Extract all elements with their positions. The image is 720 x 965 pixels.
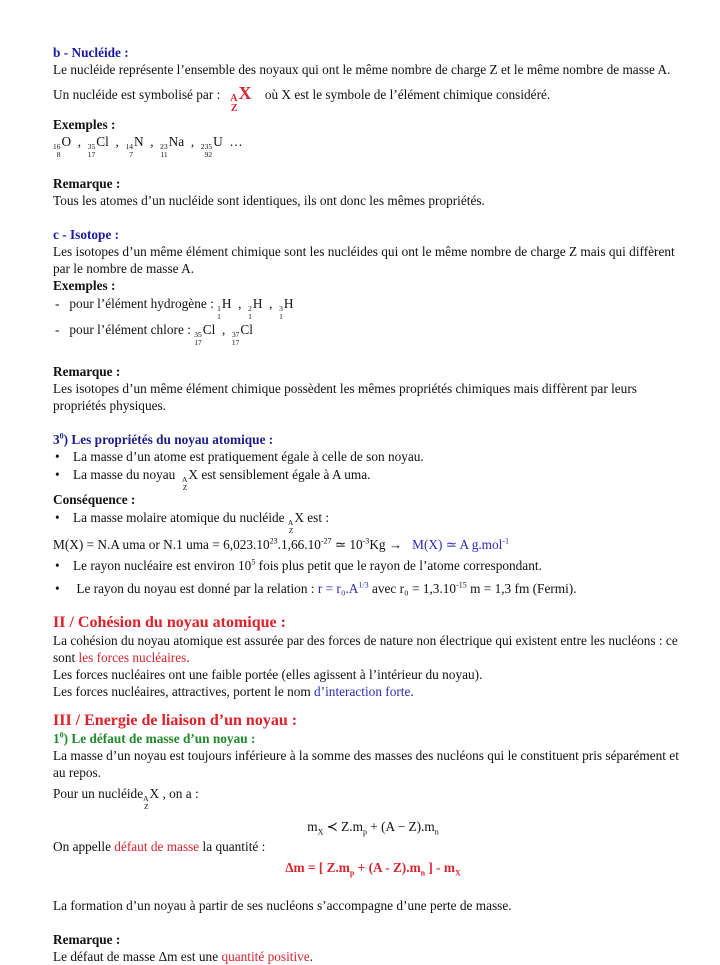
nucleide-definition: Le nucléide représente l’ensemble des noyaux qui ont le même nombre de charge Z et le même nombre de masse A. [53, 62, 671, 77]
consequence-label: Conséquence : [53, 492, 136, 507]
nuclide-example: 14 7 N [125, 134, 144, 159]
symbol-desc: où X est le symbole de l’élément chimique considéré. [264, 87, 551, 102]
isotope-remark: Les isotopes d’un même élément chimique possèdent les mêmes propriétés chimiques mais diffèrent par leurs propriétés physiques. [53, 381, 637, 413]
cohesion-p2: Les forces nucléaires ont une faible portée (elles agissent à l’intérieur du noyau). [53, 667, 483, 682]
symbol-intro: Un nucléide est symbolisé par : [53, 87, 221, 102]
cohesion-p3: Les forces nucléaires, attractives, portent le nom d’interaction forte. [53, 684, 414, 699]
nuclide-example: 16 8 O [53, 134, 72, 159]
masse-molaire-formula: M(X) = N.A uma or N.1 uma = $6,023.10^{23}.1,66.10^{-27}$ ≃ $10^{-3}Kg$ → M(X) ≃ A g.mol$^{-1}$ [53, 536, 510, 552]
bullet-masse-noyau: • La masse du noyau A Z X est sensiblement égale à A uma. [53, 465, 693, 491]
nuclide-example: 35 17 Cl [87, 134, 109, 159]
examples-label: Exemples : [53, 278, 116, 293]
remark-label: Remarque : [53, 364, 121, 379]
energie-remark: Le défaut de masse Δm est une quantité positive. [53, 949, 314, 964]
isotope-heading: c - Isotope : [53, 227, 120, 242]
remark-label: Remarque : [53, 176, 121, 191]
energie-p2: Pour un nucléide A Z X , on a : [53, 786, 199, 811]
defaut-masse-heading: $1^0$) Le défaut de masse d’un noyau : [53, 730, 256, 746]
chlore-isotopes: - pour l’élément chlore : 35 17 Cl , 37 17 Cl [55, 322, 253, 347]
energie-p3: On appelle défaut de masse la quantité : [53, 839, 266, 854]
bullet-masse-molaire: • La masse molaire atomique du nucléide A Z X est : [53, 508, 693, 534]
nucleide-examples: 16 8 O , 35 17 Cl , 14 7 N , 23 11 Na , 235 92 U … [53, 134, 243, 159]
energie-p1: La masse d’un noyau est toujours inférieure à la somme des masses des nucléons qui le constituent pris séparément et au repos. [53, 748, 679, 780]
bullet-masse-atome: • La masse d’un atome est pratiquement égale à celle de son noyau. [53, 448, 693, 465]
energie-p4: La formation d’un noyau à partir de ses nucléons s’accompagne d’une perte de masse. [53, 898, 512, 913]
bullet-rayon-nucleaire: • Le rayon nucléaire est environ $10^5$ fois plus petit que le rayon de l’atome correspondant. [53, 555, 693, 576]
formula-result: M(X) ≃ A g.mol$^{-1}$ [412, 536, 510, 552]
cohesion-p1: La cohésion du noyau atomique est assurée par des forces de nature non électrique qui existent entre les nucléons : ce sont les forces nucléaires. [53, 633, 678, 665]
document-page [53, 44, 693, 965]
cohesion-heading: II / Cohésion du noyau atomique : [53, 614, 286, 631]
energie-heading: III / Energie de liaison d’un noyau : [53, 712, 298, 729]
hydrogen-isotopes: - pour l’élément hydrogène : 1 1 H , 2 1 H , 3 1 H [55, 296, 294, 321]
nuclide-symbol: A Z X [230, 83, 252, 114]
nuclide-example: 23 11 Na [160, 134, 185, 159]
nucleide-remark: Tous les atomes d’un nucléide sont identiques, ils ont donc les mêmes propriétés. [53, 193, 485, 208]
isotope-definition: Les isotopes d’un même élément chimique sont les nucléides qui ont le même nombre de charge Z mais qui diffèrent par le nombre de masse A. [53, 244, 675, 276]
bullet-rayon-relation: • Le rayon du noyau est donné par la relation : $r = r_0.A^{1/3}$ avec $r_0 = 1,3.10^{-15}$ m = 1,3 fm (Fermi). [53, 576, 693, 602]
nucleide-heading: b - Nucléide : [53, 45, 129, 60]
examples-label: Exemples : [53, 117, 116, 132]
remark-label: Remarque : [53, 932, 121, 947]
nucleide-symbol-line [53, 82, 693, 114]
nuclide-example: 235 92 U [200, 134, 223, 159]
proprietes-heading: $3^0$) Les propriétés du noyau atomique : [53, 431, 274, 447]
defaut-masse-formula: Δm = [ $Z.m_p + (A - Z).m_n$ ] - $m_X$ [285, 860, 461, 878]
mass-inequality: $m_X$ ≺ $Z.m_p + (A - Z).m_n$ [307, 819, 439, 837]
